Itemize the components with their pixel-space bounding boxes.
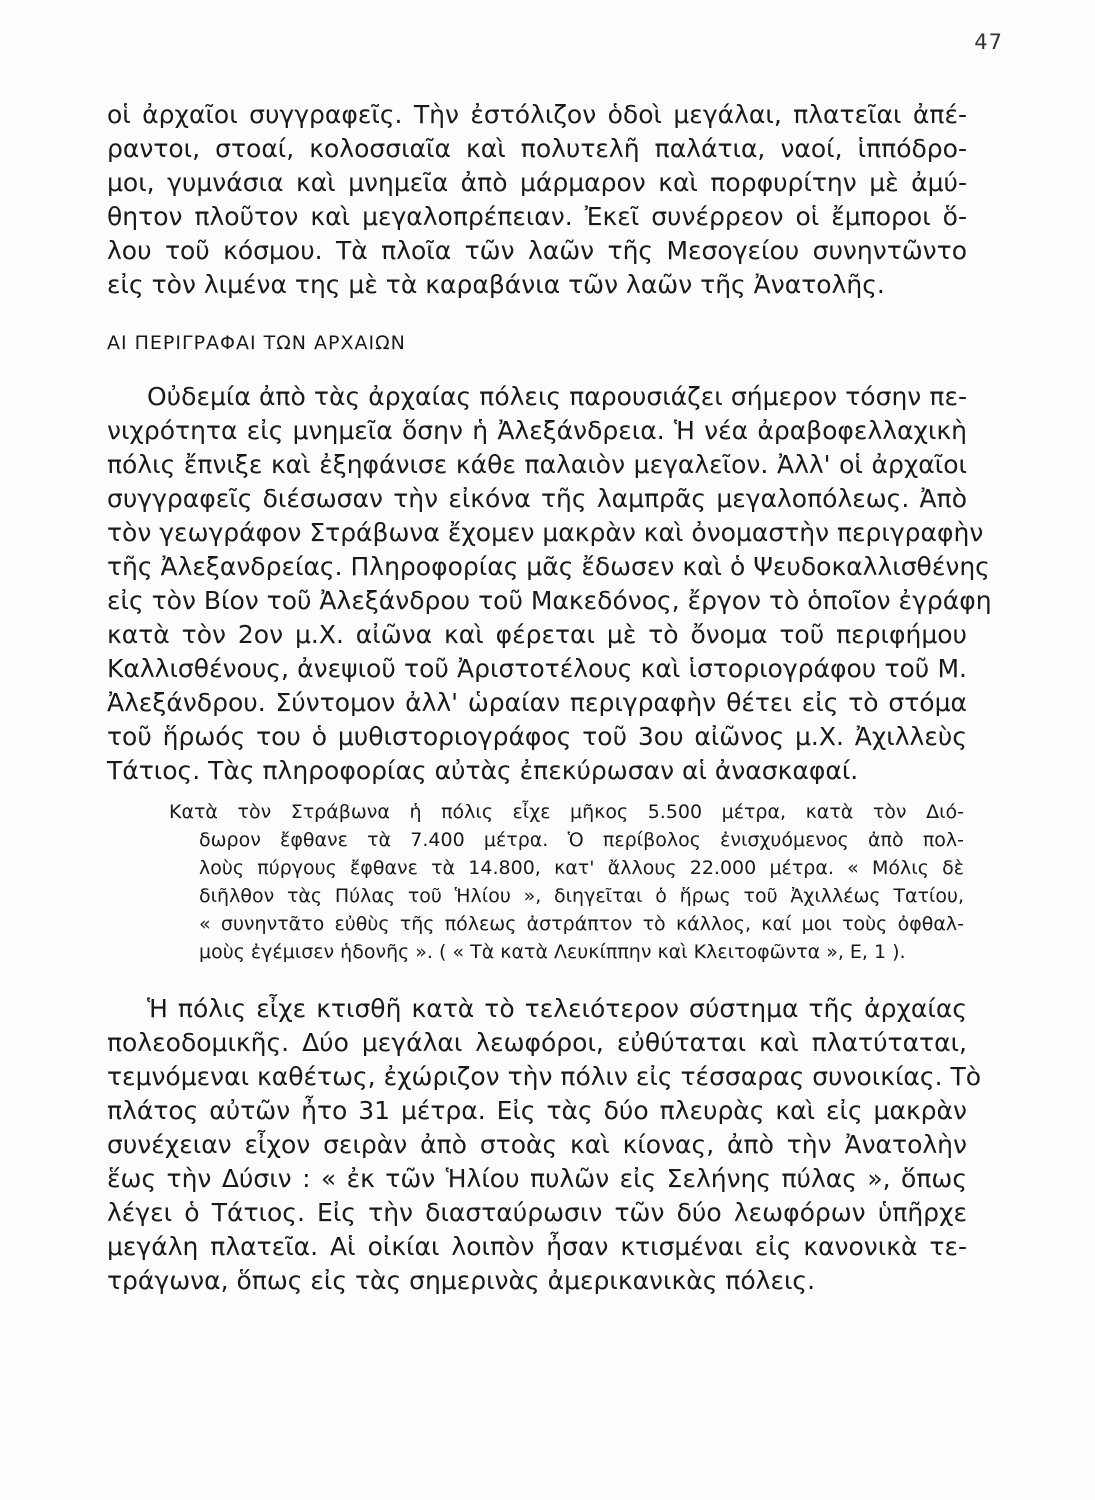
note-line: διῆλθον τὰς Πύλας τοῦ Ἡλίου », διηγεῖται ὁ ἥρως τοῦ Ἀχιλλέως Τατίου,: [199, 885, 964, 907]
text-line: εἰς τὸν Βίον τοῦ Ἀλεξάνδρου τοῦ Μακεδόνος, ἔργον τὸ ὁποῖον ἐγράφη: [107, 586, 992, 615]
text-line: κατὰ τὸν 2ον μ.Χ. αἰῶνα καὶ φέρεται μὲ τὸ ὄνομα τοῦ περιφήμου: [107, 620, 967, 649]
text-line: Ἡ πόλις εἶχε κτισθῆ κατὰ τὸ τελειότερον σύστημα τῆς ἀρχαίας: [147, 994, 967, 1023]
note-line: Κατὰ τὸν Στράβωνα ἡ πόλις εἶχε μῆκος 5.500 μέτρα, κατὰ τὸν Διό-: [169, 801, 964, 823]
text-line: οἱ ἀρχαῖοι συγγραφεῖς. Τὴν ἐστόλιζον ὁδοὶ μεγάλαι, πλατεῖαι ἀπέ-: [107, 100, 967, 129]
text-line: λου τοῦ κόσμου. Τὰ πλοῖα τῶν λαῶν τῆς Μεσογείου συνηντῶντο: [107, 236, 967, 265]
note-line: δωρον ἔφθανε τὰ 7.400 μέτρα. Ὁ περίβολος ἐνισχυόμενος ἀπὸ πολ-: [199, 829, 964, 851]
paragraph-two: [107, 380, 992, 788]
text-line: τράγωνα, ὅπως εἰς τὰς σημερινὰς ἀμερικανικὰς πόλεις.: [107, 1266, 816, 1295]
text-line: εἰς τὸν λιμένα της μὲ τὰ καραβάνια τῶν λαῶν τῆς Ἀνατολῆς.: [107, 270, 885, 299]
text-line: τοῦ ἥρωός του ὁ μυθιστοριογράφος τοῦ 3ου αἰῶνος μ.Χ. Ἀχιλλεὺς: [107, 722, 967, 751]
text-line: Καλλισθένους, ἀνεψιοῦ τοῦ Ἀριστοτέλους καὶ ἱστοριογράφου τοῦ Μ.: [107, 654, 967, 683]
text-line: Τάτιος. Τὰς πληροφορίας αὐτὰς ἐπεκύρωσαν αἱ ἀνασκαφαί.: [107, 756, 859, 785]
text-line: πολεοδομικῆς. Δύο μεγάλαι λεωφόροι, εὐθύταται καὶ πλατύταται,: [107, 1028, 967, 1057]
text-line: μοι, γυμνάσια καὶ μνημεῖα ἀπὸ μάρμαρον καὶ πορφυρίτην μὲ ἀμύ-: [107, 168, 967, 197]
section-heading: ΑΙ ΠΕΡΙΓΡΑΦΑΙ ΤΩΝ ΑΡΧΑΙΩΝ: [107, 332, 406, 354]
paragraph-three: [107, 992, 982, 1298]
note-line: λοὺς πύργους ἔφθανε τὰ 14.800, κατ' ἄλλους 22.000 μέτρα. « Μόλις δὲ: [199, 857, 964, 879]
text-line: πόλις ἔπνιξε καὶ ἐξηφάνισε κάθε παλαιὸν μεγαλεῖον. Ἀλλ' οἱ ἀρχαῖοι: [107, 450, 967, 479]
text-line: λέγει ὁ Τάτιος. Εἰς τὴν διασταύρωσιν τῶν δύο λεωφόρων ὑπῆρχε: [107, 1198, 967, 1227]
text-line: συνέχειαν εἶχον σειρὰν ἀπὸ στοὰς καὶ κίονας, ἀπὸ τὴν Ἀνατολὴν: [107, 1130, 967, 1159]
intro-paragraph: [107, 98, 967, 302]
note-line: « συνηντᾶτο εὐθὺς τῆς πόλεως ἀστράπτον τὸ κάλλος, καί μοι τοὺς ὀφθαλ-: [199, 913, 964, 935]
note-line: μοὺς ἐγέμισεν ἡδονῆς ». ( « Τὰ κατὰ Λευκίππην καὶ Κλειτοφῶντα », Ε, 1 ).: [199, 941, 906, 963]
quoted-note: [169, 798, 964, 966]
text-line: τῆς Ἀλεξανδρείας. Πληροφορίας μᾶς ἔδωσεν καὶ ὁ Ψευδοκαλλισθένης: [107, 552, 990, 581]
page-content: [107, 98, 992, 1298]
text-line: ραντοι, στοαί, κολοσσιαῖα καὶ πολυτελῆ παλάτια, ναοί, ἱππόδρο-: [107, 134, 967, 163]
text-line: πλάτος αὐτῶν ἦτο 31 μέτρα. Εἰς τὰς δύο πλευρὰς καὶ εἰς μακρὰν: [107, 1096, 967, 1125]
text-line: τὸν γεωγράφον Στράβωνα ἔχομεν μακρὰν καὶ ὀνομαστὴν περιγραφὴν: [107, 518, 984, 547]
text-line: μεγάλη πλατεῖα. Αἱ οἰκίαι λοιπὸν ἦσαν κτισμέναι εἰς κανονικὰ τε-: [107, 1232, 967, 1261]
text-line: Ἀλεξάνδρου. Σύντομον ἀλλ' ὡραίαν περιγραφὴν θέτει εἰς τὸ στόμα: [107, 688, 967, 717]
text-line: τεμνόμεναι καθέτως, ἐχώριζον τὴν πόλιν εἰς τέσσαρας συνοικίας. Τὸ: [107, 1062, 982, 1091]
page-number: 47: [974, 30, 1003, 54]
text-line: νιχρότητα εἰς μνημεῖα ὅσην ἡ Ἀλεξάνδρεια. Ἡ νέα ἀραβοφελλαχικὴ: [107, 416, 967, 445]
text-line: ἕως τὴν Δύσιν : « ἐκ τῶν Ἡλίου πυλῶν εἰς Σελήνης πύλας », ὅπως: [107, 1164, 967, 1193]
text-line: συγγραφεῖς διέσωσαν τὴν εἰκόνα τῆς λαμπρᾶς μεγαλοπόλεως. Ἀπὸ: [107, 484, 967, 513]
text-line: Οὐδεμία ἀπὸ τὰς ἀρχαίας πόλεις παρουσιάζει σήμερον τόσην πε-: [147, 382, 967, 411]
text-line: θητον πλοῦτον καὶ μεγαλοπρέπειαν. Ἐκεῖ συνέρρεον οἱ ἔμποροι ὅ-: [107, 202, 967, 231]
